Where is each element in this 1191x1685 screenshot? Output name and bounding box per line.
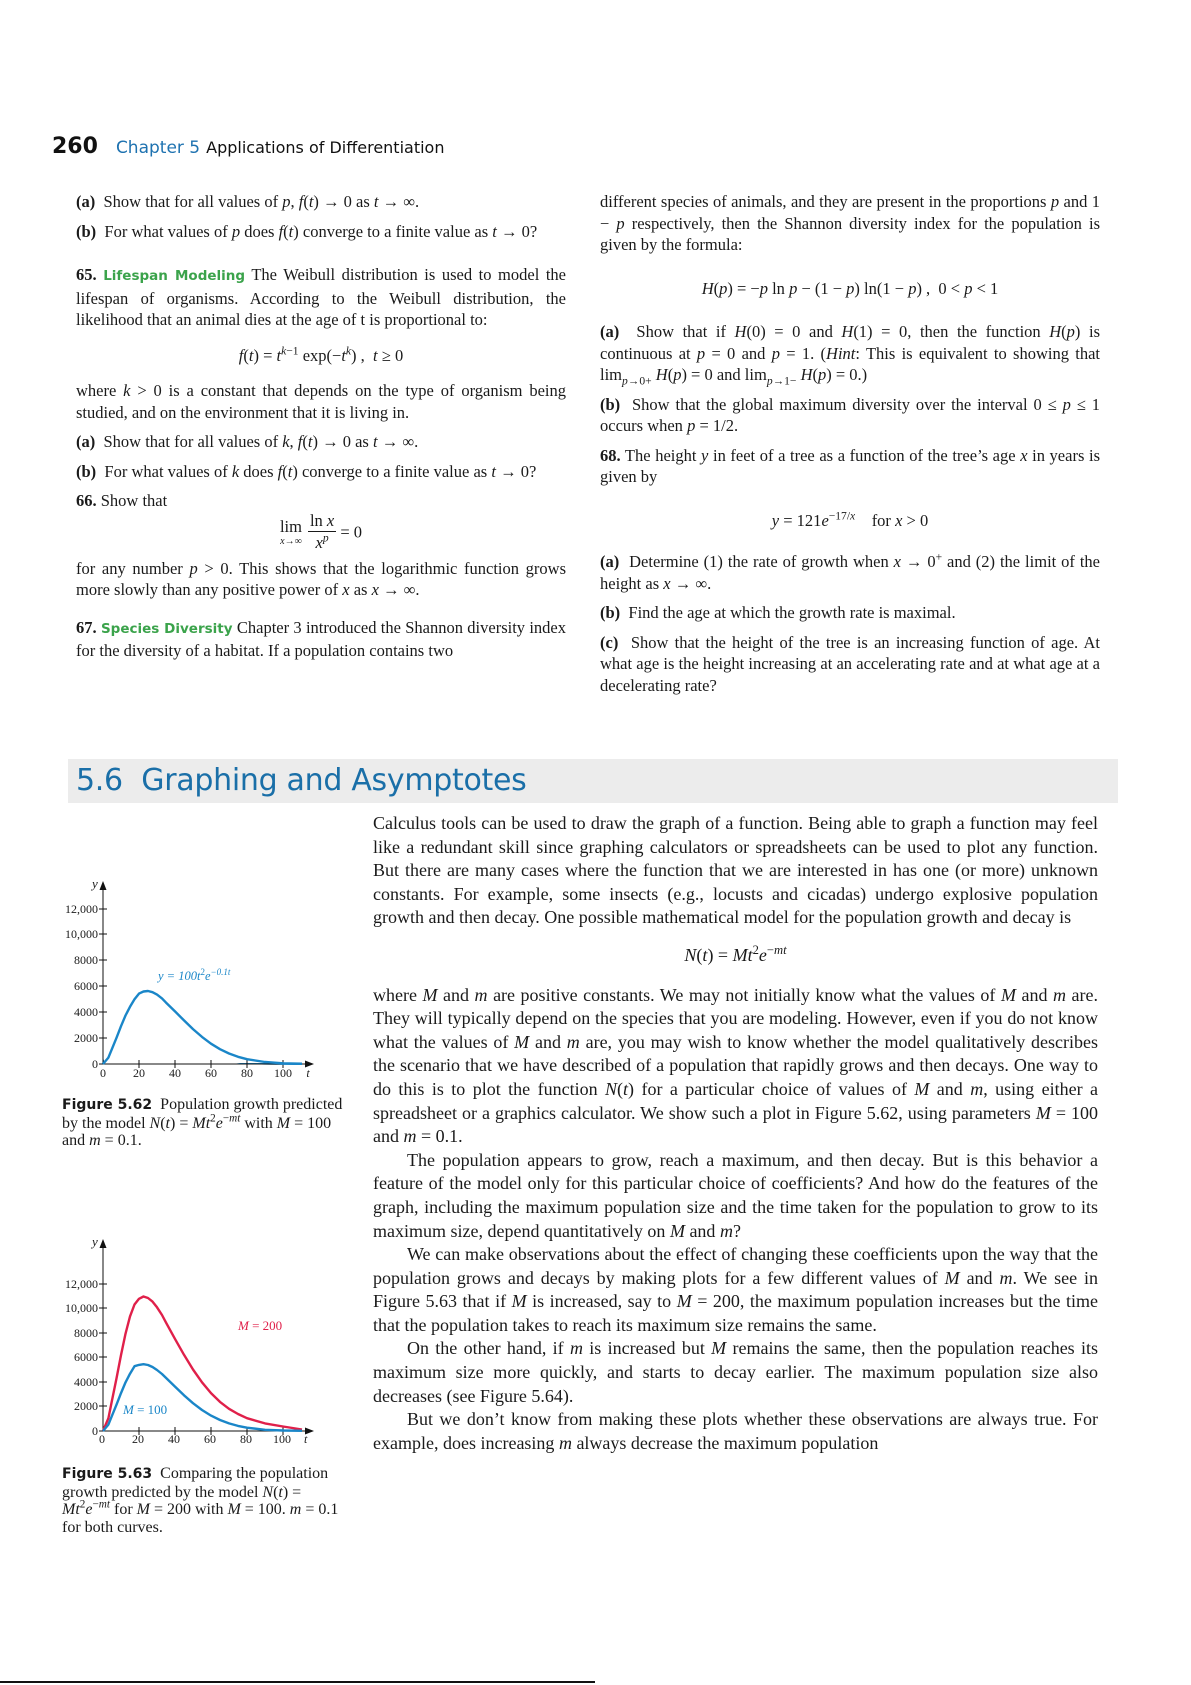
shannon-equation: H(p) = −p ln p − (1 − p) ln(1 − p) , 0 < p < 1 (701, 278, 999, 298)
svg-text:12,000: 12,000 (65, 902, 98, 916)
svg-text:8000: 8000 (74, 1326, 98, 1340)
paragraph-3: The population appears to grow, reach a maximum, and then decay. But is this behavior a feature of the model only for this particular choice of coefficients? And how do the features of the graph, including the maximum population size and the time taken for the population to grow to its maximum size, depend quantitatively on M and m? (373, 1149, 1098, 1241)
running-header (52, 134, 444, 159)
figure-5-63-x-ticks: 0 20 40 60 80 100 t (99, 1432, 308, 1446)
figure-5-63-caption: Figure 5.63 Comparing the population growth predicted by the model $N(t) = Mt^2e^{-mt}$ for M = 200 with M = 100. m = 0.1 for both curves. (62, 1465, 339, 1536)
exercise-67-a: (a) Show that if H(0) = 0 and H(1) = 0, then the function H(p) is continuous at p = 0 and p = 1. (Hint: This is equivalent to showing that $\lim_{p\to 0+} H(p) = 0$ and $\lim_{p\to 1-} H(p) = 0$.) (600, 322, 1100, 388)
section-body (373, 812, 1098, 1455)
svg-text:12,000: 12,000 (65, 1277, 98, 1291)
figure-5-62-caption: Figure 5.62 Population growth predicted by the model $N(t) = Mt^2e^{-mt}$ with M = 100 and m = 0.1. (62, 1096, 343, 1149)
exercise-68-a: (a) Determine (1) the rate of growth when x → 0+ and (2) the limit of the height as x → ∞. (600, 551, 1101, 593)
svg-text:100: 100 (274, 1066, 292, 1078)
svg-text:8000: 8000 (74, 953, 98, 967)
chapter-title: Applications of Differentiation (206, 138, 445, 157)
paragraph-6: But we don’t know from making these plots whether these observations are always true. For example, does increasing m always decrease the maximum population (373, 1409, 1098, 1453)
svg-text:0: 0 (92, 1424, 98, 1436)
section-heading: 5.6 Graphing and Asymptotes (76, 763, 527, 798)
svg-text:0: 0 (100, 1066, 106, 1078)
exercise-66-after: for any number p > 0. This shows that the logarithmic function grows more slowly than any positive power of x as x → ∞. (76, 558, 567, 599)
svg-text:y: y (92, 1236, 98, 1249)
right-exercise-column (600, 191, 1100, 704)
svg-text:60: 60 (205, 1066, 217, 1078)
label-m100: M = 100 (123, 1402, 168, 1417)
svg-text:80: 80 (241, 1066, 253, 1078)
svg-text:t: t (306, 1066, 310, 1078)
svg-text:20: 20 (133, 1066, 145, 1078)
limit-equation: lim x→∞ $\frac{\text{ln x}}{x^p}$ = 0 (279, 510, 363, 552)
weibull-equation: $f(t) = t^{k-1}$ $\exp(-t^k)$ , t ≥ 0 (238, 345, 404, 365)
svg-text:10,000: 10,000 (65, 1301, 98, 1315)
paragraph-4: We can make observations about the effect of changing these coefficients upon the way that the population grows and decays by making plots for a few different values of M and m. We see in Figure 5.63 that if M is increased, say to M = 200, the maximum population increases but the time that the population takes to reach its maximum size remains the same. (373, 1244, 1098, 1335)
svg-text:10,000: 10,000 (65, 927, 98, 941)
svg-text:2000: 2000 (74, 1399, 98, 1413)
exercise-65: 65. Lifespan Modeling The Weibull distribution is used to model the lifespan of organisms. According to the Weibull distribution, the likelihood that an animal dies at the age of t is proportional to: (76, 265, 566, 329)
exercise-68: 68. The height y in feet of a tree as a function of the tree’s age x in years is given by (600, 445, 1100, 486)
svg-text:0: 0 (92, 1057, 98, 1071)
exercise-67-b: (b) Show that the global maximum diversity over the interval 0 ≤ p ≤ 1 occurs when p = 1/2. (600, 394, 1101, 435)
exercise-68-b: (b) Find the age at which the growth rate is maximal. (600, 603, 956, 622)
left-exercise-column (76, 191, 566, 670)
chapter-label: Chapter 5 (115, 138, 201, 158)
prev-part-b: (b) For what values of p does f(t) converge to a finite value as t → 0? (76, 221, 538, 241)
footer-rule (0, 1681, 595, 1683)
tree-height-equation: $y = 121e^{-17/x}$ for x > 0 (771, 510, 929, 530)
label-m200: M = 200 (238, 1318, 283, 1333)
curve-label: $y = 100t^2e^{-0.1t}$ (158, 967, 231, 983)
page-number: 260 (52, 134, 98, 159)
svg-text:2000: 2000 (74, 1031, 98, 1045)
svg-text:6000: 6000 (74, 979, 98, 993)
prev-part-a: (a) Show that for all values of p, f(t) → 0 as t → ∞. (76, 192, 420, 211)
population-model-equation: $N(t) = Mt^2e^{-mt}$ (684, 942, 787, 965)
topic-lifespan-modeling: Lifespan Modeling (103, 268, 246, 284)
figure-5-63-chart (52, 1236, 352, 1436)
topic-species-diversity: Species Diversity (100, 620, 233, 637)
figure-5-62-curve (52, 878, 352, 1078)
exercise-65-b: (b) For what values of k does f(t) converge to a finite value as t → 0? (76, 461, 537, 481)
svg-text:y: y (92, 878, 98, 891)
exercise-68-c: (c) Show that the height of the tree is an increasing function of age. At what age is the height increasing at an accelerating rate and at what age at a decelerating rate? (600, 632, 1101, 695)
exercise-66: 66. Show that (76, 491, 168, 510)
exercise-65-after: where k > 0 is a constant that depends on the type of organism being studied, and on the environment that it is living in. (76, 381, 566, 422)
exercise-67: 67. Species Diversity Chapter 3 introduced the Shannon diversity index for the diversity of a habitat. If a population contains two (76, 617, 567, 660)
exercise-65-a: (a) Show that for all values of k, f(t) → 0 as t → ∞. (76, 432, 419, 451)
paragraph-1: Calculus tools can be used to draw the graph of a function. Being able to graph a function may feel like a redundant skill since graphing calculators or spreadsheets can be used to plot any function. But there are many cases where the function that we are interested in has one (or more) unknown constants. For example, some insects (e.g., locusts and cicadas) undergo explosive population growth and then decay. One possible mathematical model for the population growth and decay is (373, 813, 1098, 928)
paragraph-5: On the other hand, if m is increased but M remains the same, then the population reaches its maximum size more quickly, and starts to decay earlier. The maximum population size also decreases (see Figure 5.64). (373, 1338, 1098, 1406)
svg-text:6000: 6000 (74, 1350, 98, 1364)
svg-text:4000: 4000 (74, 1005, 98, 1019)
curve-m100 (103, 1364, 302, 1431)
exercise-67-cont: different species of animals, and they are present in the proportions p and 1 − p respectively, then the Shannon diversity index for the population is given by the formula: (600, 192, 1100, 254)
paragraph-2: where M and m are positive constants. We may not initially know what the values of M and m are. They will typically depend on the species that you are modeling. However, even if you do not know what the values of M and m are, you may wish to know whether the model qualitatively describes the scenario that we have described of a population that rapidly grows and then decays. One way to do this is to plot the function N(t) for a particular choice of values of M and m, using either a spreadsheet or a graphics calculator. We show such a plot in Figure 5.62, using parameters M = 100 and m = 0.1. (373, 984, 1098, 1147)
svg-text:4000: 4000 (74, 1375, 98, 1389)
svg-text:40: 40 (169, 1066, 181, 1078)
